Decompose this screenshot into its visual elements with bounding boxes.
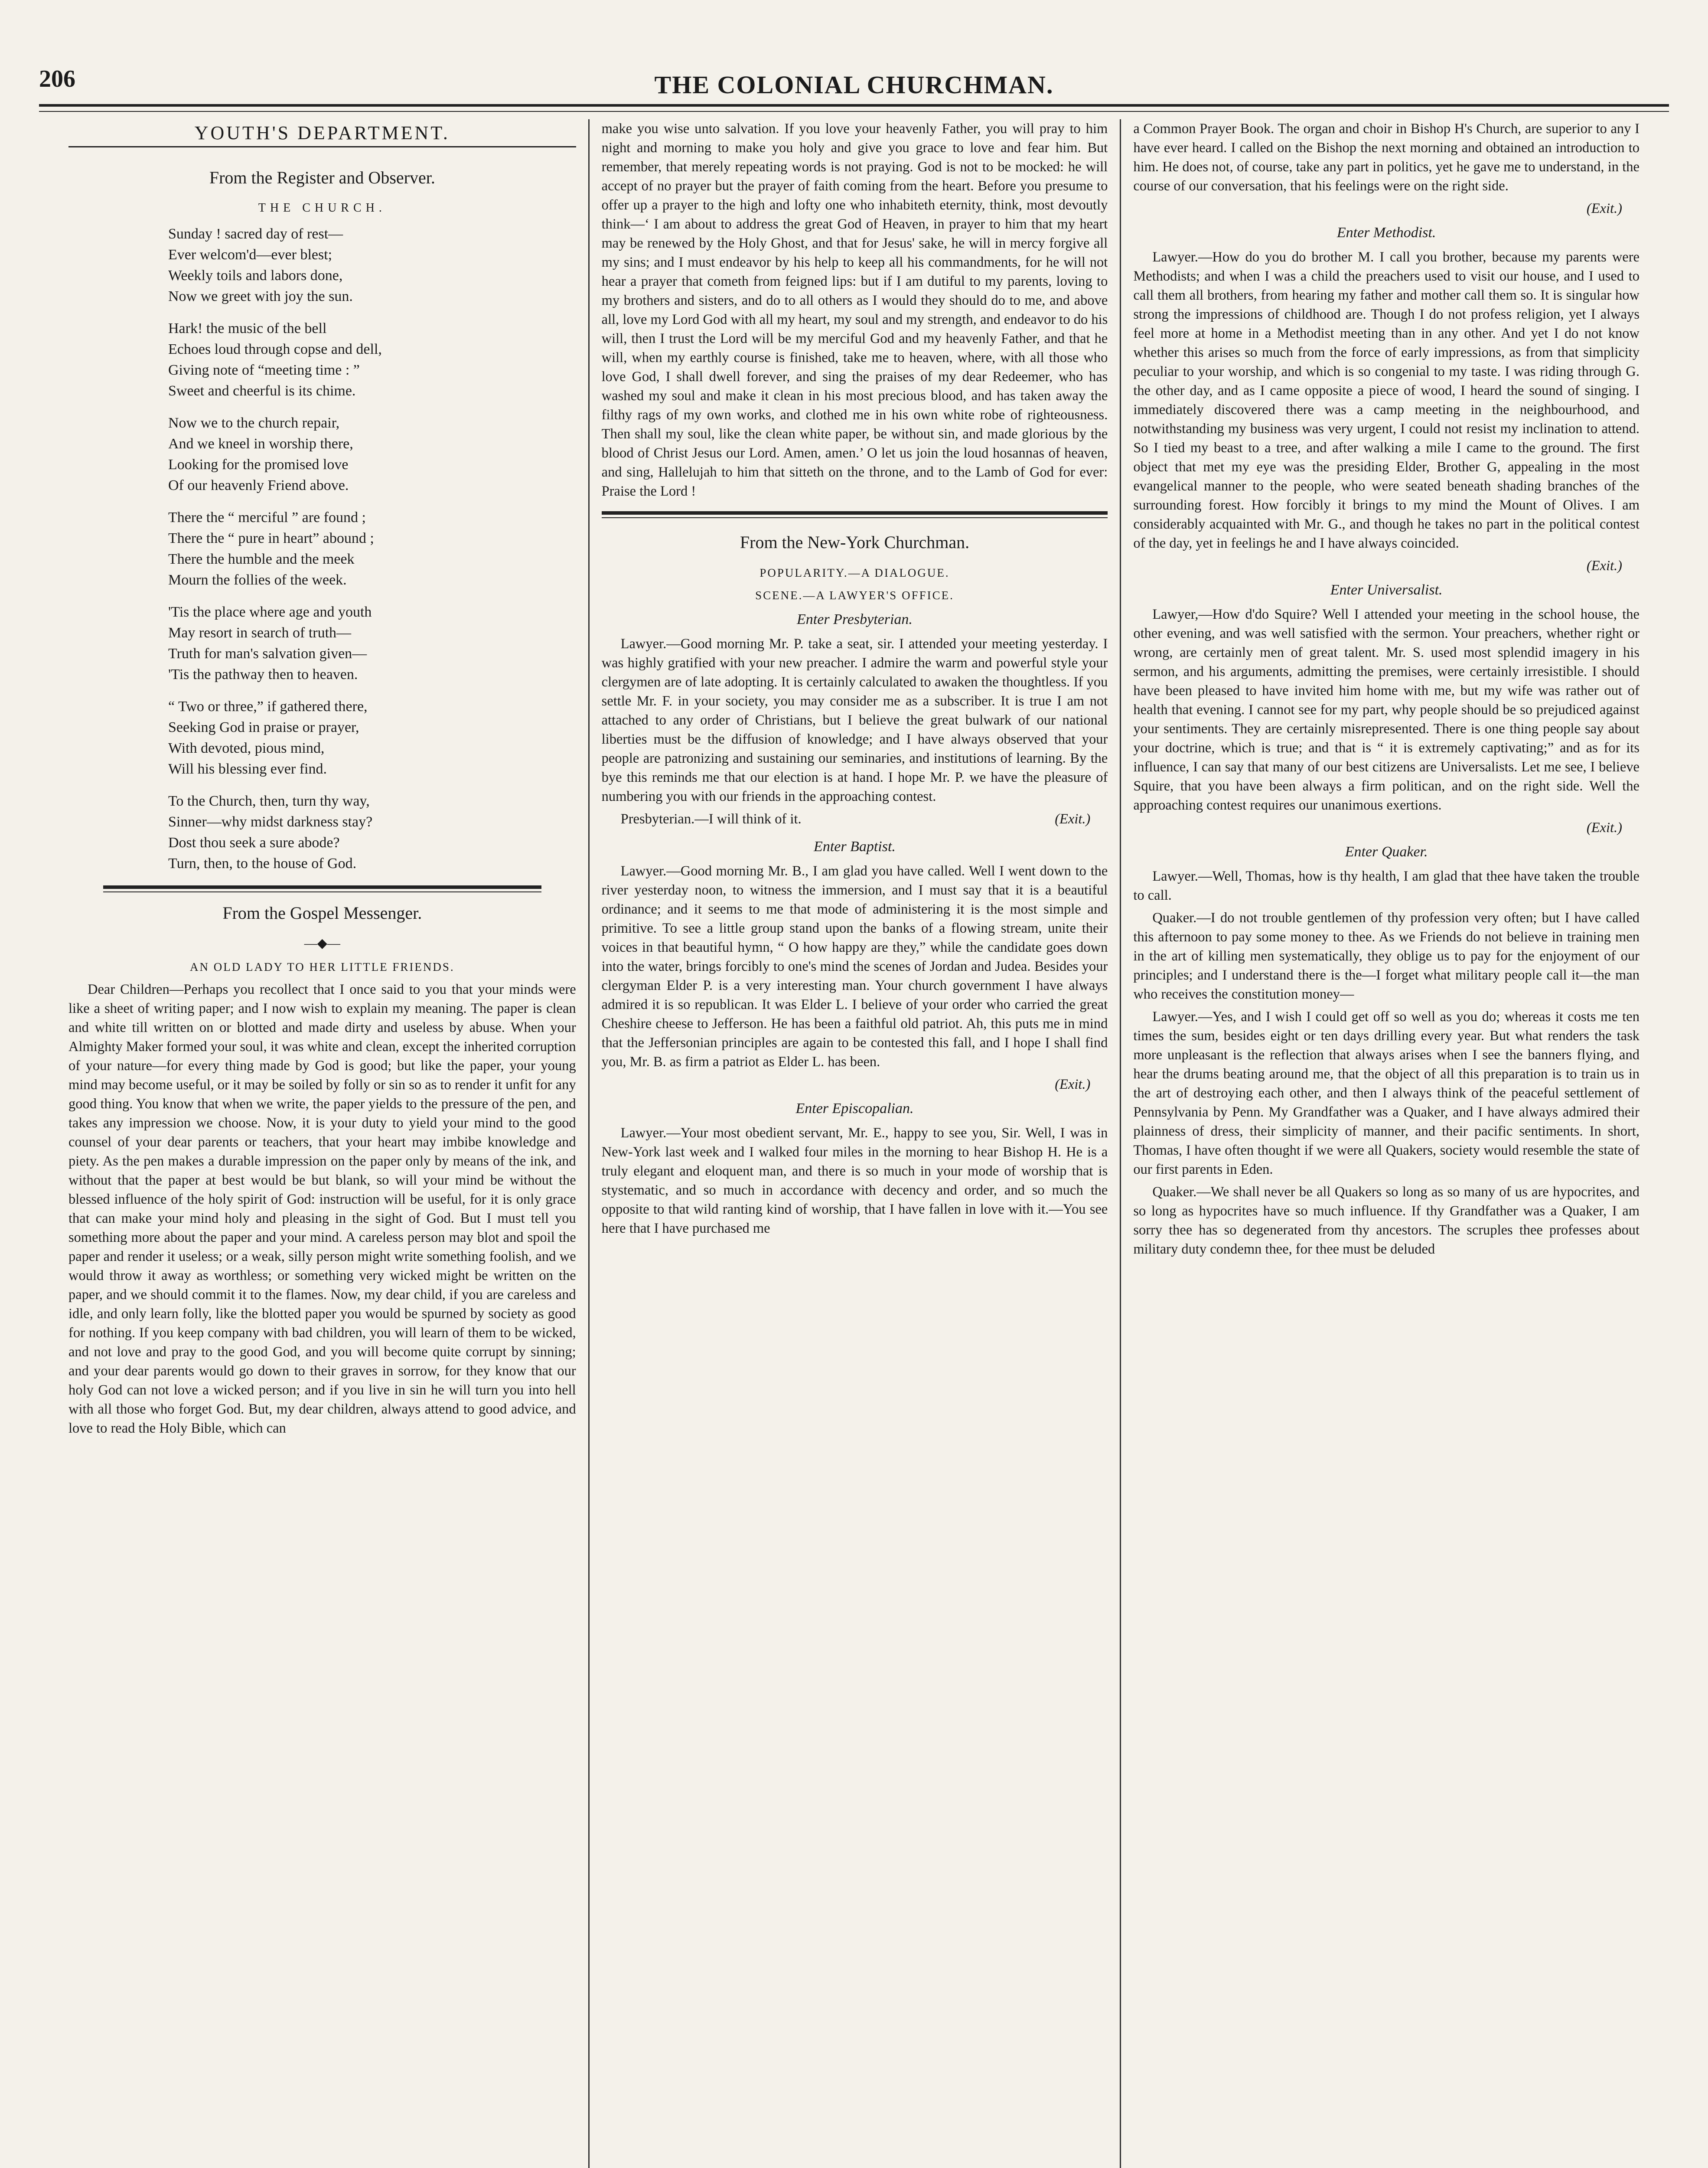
column-2: [588, 119, 1120, 2168]
poem-line: May resort in search of truth—: [168, 625, 352, 641]
poem-line: Sweet and cheerful is its chime.: [168, 383, 356, 399]
poem-line: Sinner—why midst darkness stay?: [168, 814, 373, 830]
poem-line: Mourn the follies of the week.: [168, 572, 347, 588]
exit-direction: (Exit.): [1586, 820, 1622, 836]
section-heading: YOUTH'S DEPARTMENT.: [68, 124, 576, 147]
dialogue-paragraph: [602, 810, 1108, 829]
poem-stanza: [168, 413, 576, 496]
poem: [168, 224, 576, 874]
page-number: 206: [39, 65, 75, 92]
poem-line: Weekly toils and labors done,: [168, 268, 343, 284]
stage-direction: Enter Universalist.: [1330, 582, 1443, 598]
dialogue-title: POPULARITY.—A DIALOGUE.: [759, 566, 950, 579]
stage-direction: Enter Baptist.: [814, 839, 896, 855]
poem-line: There the humble and the meek: [168, 551, 355, 567]
poem-line: Of our heavenly Friend above.: [168, 477, 349, 493]
exit-direction: (Exit.): [1586, 558, 1622, 574]
poem-line: To the Church, then, turn thy way,: [168, 793, 370, 809]
poem-line: 'Tis the place where age and youth: [168, 604, 372, 620]
dialogue-paragraph: Lawyer.—Yes, and I wish I could get off so well as you do; whereas it costs me ten times the sum, besides eight or ten days drilling every year. But what renders the task more unpleasant is the reflection that always arises when I see the banners flying, and hear the drums beating around me, that the object of all this preparation is to train us in the art of destroying each other, and then I always think of the peaceful settlement of Pennsylvania by Penn. My Grandfather was a Quaker, and I have always admired their plainness of dress, their simplicity of manner, and their pacific sentiments. In short, Thomas, I have often thought if we were all Quakers, society would resemble the state of our first parents in Eden.: [1133, 1009, 1640, 1177]
poem-line: Now we to the church repair,: [168, 415, 340, 431]
poem-line: There the “ pure in heart” abound ;: [168, 530, 374, 546]
poem-line: 'Tis the pathway then to heaven.: [168, 666, 358, 682]
article-title: AN OLD LADY TO HER LITTLE FRIENDS.: [189, 960, 455, 973]
column-3: [1120, 119, 1652, 2168]
dialogue-paragraph: Lawyer.—Well, Thomas, how is thy health, I am glad that thee have taken the trouble to call.: [1133, 869, 1640, 903]
poem-line: Sunday ! sacred day of rest—: [168, 226, 343, 242]
stage-direction: Enter Quaker.: [1345, 844, 1428, 860]
source-line: From the Gospel Messenger.: [222, 903, 422, 923]
exit-direction: (Exit.): [1055, 811, 1091, 827]
poem-line: And we kneel in worship there,: [168, 436, 353, 452]
poem-line: Turn, then, to the house of God.: [168, 855, 357, 872]
dialogue-paragraph: Lawyer.—Your most obedient servant, Mr. E., happy to see you, Sir. Well, I was in New-York last week and I walked four miles in the morning to hear Bishop H. He is a truly elegant and eloquent man, and there is so much in your mode of worship that is stystematic, and so much in accordance with decency and order, and so much the opposite to that wild ranting kind of worship, that I have fallen in love with it.—You see here that I have purchased me: [601, 1125, 1108, 1236]
poem-title: THE CHURCH.: [258, 201, 386, 215]
poem-line: Now we greet with joy the sun.: [168, 288, 353, 304]
running-title: THE COLONIAL CHURCHMAN.: [654, 70, 1054, 99]
source-line: From the New-York Churchman.: [740, 532, 970, 552]
poem-line: Dost thou seek a sure abode?: [168, 835, 340, 851]
poem-stanza: [168, 602, 576, 685]
dialogue-paragraph: Lawyer.—How do you do brother M. I call you brother, because my parents were Methodists; and when I was a child the preachers used to visit our house, and I used to call them all brothers, from hearing my father and mother call them so. It is singular how strong the impressions of childhood are. Though I do not profess religion, yet I always feel more at home in a Methodist meeting than in any other. And yet I do not know whether this arises so much from the force of early impressions, as from that simplicity peculiar to your worship, and which is so congenial to my taste. I was riding through G. the other day, and as I came opposite a piece of wood, I heard the sound of singing. I immediately discovered there was a camp meeting in the neighbourhood, and notwithstanding my business was very urgent, I could not resist my inclination to attend. So I tied my beast to a tree, and after walking a mile I came to the ground. The first object that met my eye was the presiding Elder, Brother G, appealing in the most evangelical manner to the people, who were seated beneath shading branches of the surrounding forest. How forcibly it brings to my mind the Mount of Olives. I am considerably acquainted with Mr. G., and though he takes no part in the political contest of the day, yet in feelings he and I have always coincided.: [1133, 249, 1640, 551]
poem-line: Ever welcom'd—ever blest;: [168, 247, 332, 263]
dialogue-reply: Presbyterian.—I will think of it.: [620, 811, 802, 827]
dialogue-paragraph: Quaker.—We shall never be all Quakers so long as so many of us are hypocrites, and so long as hypocrites have so much influence. If thy Grandfather was a Quaker, I am sorry thee has so degenerated from thy ancestors. The scruples thee professes about military duty condemn thee, for thee must be deluded: [1133, 1184, 1640, 1257]
poem-line: Will his blessing ever find.: [168, 761, 327, 777]
poem-line: There the “ merciful ” are found ;: [168, 509, 366, 526]
ornament-divider: —◆—: [304, 936, 340, 950]
stage-direction: Enter Episcopalian.: [795, 1100, 914, 1117]
divider-rule: [602, 511, 1108, 518]
column-1: [56, 119, 588, 2168]
divider-rule: [103, 885, 541, 892]
poem-stanza: [168, 224, 576, 307]
poem-line: Truth for man's salvation given—: [168, 646, 367, 662]
poem-stanza: [168, 507, 576, 591]
header-rule: [39, 104, 1669, 112]
dialogue-paragraph: Quaker.—I do not trouble gentlemen of thy profession very often; but I have called this afternoon to pay some money to thee. As we Friends do not believe in training men in the art of killing men systematically, they oblige us to pay for the enjoyment of our principles; and I understand there is the—I forget what military people call it—the man who receives the constitution money—: [1133, 910, 1640, 1002]
page-header: [39, 65, 1669, 104]
article-paragraph: Dear Children—Perhaps you recollect that I once said to you that your minds were like a sheet of writing paper; and I now wish to explain my meaning. The paper is clean and white till written on or blotted and made dirty and useless by abuse. When your Almighty Maker formed your soul, it was white and clean, except the inherited corruption of your nature—for every thing made by God is good; but like the paper, your young mind may become useful, or it may be soiled by folly or sin so as to render it unfit for any good thing. You know that when we write, the paper yields to the pressure of the pen, and takes any impression we choose. Now, it is your duty to yield your mind to the good counsel of your dear parents or teachers, that your heart may imbibe knowledge and piety. As the pen makes a durable impression on the paper only by means of the ink, and without that the paper at best would be but blank, so will your mind be without the blessed influence of the holy spirit of God: instruction will be useful, for it is only grace that can make your mind holy and pleasing in the sight of God. But I must tell you something more about the paper and your mind. A careless person may blot and spoil the paper and render it useless; or a weak, silly person might write something foolish, and we would throw it away as worthless; or something very wicked might be written on the paper, and we should commit it to the flames. Now, my dear child, if you are careless and idle, and only learn folly, like the blotted paper you would be spurned by society as good for nothing. If you keep company with bad children, you will learn of them to be wicked, and not love and pray to the good God, and you will become quite corrupt by sinning; and your dear parents would go down to their graves in sorrow, for they know that our holy God can not love a wicked person; and if you live in sin he will turn you into hell with all those who forget God. But, my dear children, always attend to good advice, and love to read the Holy Bible, which can: [68, 982, 576, 1436]
stage-direction: Enter Presbyterian.: [797, 611, 913, 627]
stage-direction: Enter Methodist.: [1336, 225, 1436, 241]
source-line: From the Register and Observer.: [209, 168, 435, 187]
poem-line: Giving note of “meeting time : ”: [168, 362, 360, 378]
poem-line: With devoted, pious mind,: [168, 740, 325, 756]
dialogue-paragraph: Lawyer.—Good morning Mr. P. take a seat, sir. I attended your meeting yesterday. I was highly gratified with your new preacher. I admire the warm and powerful style your clergymen are of late adopting. It is certainly calculated to awaken the thoughtless. If you settle Mr. F. in your society, you may consider me as a subscriber. It is true I am not attached to any order of Christians, but I believe the great bulwark of our national liberties must be the diffusion of knowledge; and I have always observed that your people are patronizing and sustaining our seminaries, and institutions of learning. By the bye this reminds me that our election is at hand. I hope Mr. P. we have the pleasure of numbering you with our friends in the approaching contest.: [601, 636, 1108, 804]
continued-paragraph: make you wise unto salvation. If you love your heavenly Father, you will pray to him night and morning to make you holy and give you grace to love and fear him. But remember, that merely repeating words is not praying. God is not to be mocked: he will accept of no prayer but the prayer of faith coming from the heart. Before you presume to offer up a prayer to the high and lofty one who inhabiteth eternity, think, most devoutly think—‘ I am about to address the great God of Heaven, in prayer to him that my heart may be renewed by the Holy Ghost, and that for Jesus' sake, he will in mercy forgive all my sins; and I must endeavor by his help to keep all his commandments, for he will not hear a prayer that cometh from feigned lips: but if I am dutiful to my parents, loving to my brothers and sisters, and do to all others as I would they should do to me, and above all, love my Lord God with all my heart, my soul and my strength, and endeavor to do his will, then I trust the Lord will be my merciful God and my heavenly Father, and that he will, when my earthly course is finished, take me to heaven, where, with all those who love God, I shall dwell forever, and sing the praises of my dear Redeemer, who has washed my soul and make it clean in his most precious blood, and has taken away the filthy rags of my own works, and clothed me in his own white robe of righteousness. Then shall my soul, like the clean white paper, be without sin, and made glorious by the blood of Christ Jesus our Lord. Amen, amen.’ O let us join the loud hosannas of heaven, and sing, Hallelujah to him that sitteth on the throne, and to the Lamb of God for ever: Praise the Lord !: [601, 121, 1108, 499]
dialogue-paragraph: Lawyer,—How d'do Squire? Well I attended your meeting in the school house, the other evening, and was well satisfied with the sermon. Your preachers, whether right or wrong, are certainly men of great talent. Mr. S. used most splendid imagery in his sermon, and his arguments, admitting the premises, were certainly irresistible. I should have been pleased to have invited him home with me, but my wife was rather out of health that evening. I cannot see for my part, why people should be so prejudiced against your sentiments. They are certainly misrepresented. There is one thing people say about your doctrine, which is true; and that is “ it is extremely captivating;” and as for its influence, I can say that many of our best citizens are Universalists. Let me see, I believe Squire, that you have been always a firm politican, and on the right side. Well the approaching contest requires our unanimous exertions.: [1133, 607, 1640, 813]
poem-stanza: [168, 791, 576, 874]
poem-line: Echoes loud through copse and dell,: [168, 341, 382, 357]
scene-line: SCENE.—A LAWYER'S OFFICE.: [755, 589, 954, 602]
poem-stanza: [168, 318, 576, 402]
poem-line: Looking for the promised love: [168, 457, 349, 473]
poem-line: Hark! the music of the bell: [168, 320, 327, 336]
poem-stanza: [168, 696, 576, 780]
exit-direction: (Exit.): [1586, 201, 1622, 216]
continued-paragraph: a Common Prayer Book. The organ and choir in Bishop H's Church, are superior to any I have ever heard. I called on the Bishop the next morning and obtained an introduction to him. He does not, of course, take any part in politics, yet he gave me to understand, in the course of our conversation, that his feelings were on the right side.: [1133, 121, 1640, 194]
dialogue-paragraph: Lawyer.—Good morning Mr. B., I am glad you have called. Well I went down to the river yesterday noon, to witness the immersion, and I must say that it is a beautiful ordinance; and it seems to me that mode of administering it is the most simple and primitive. To see a little group stand upon the banks of a flowing stream, unite their voices in that beautiful hymn, “ O how happy are they,” while the candidate goes down into the water, brings forcibly to one's mind the scenes of Jordan and Judea. Besides your clergyman Elder P. is a very interesting man. Your church government I have always admired it is so republican. It was Elder L. I believe of your order who carried the great Cheshire cheese to Jefferson. He has been a faithful old patriot. Ah, this puts me in mind that the Jeffersonian principles are again to be contested this fall, and I hope I shall find you, Mr. B. as firm a patriot as Elder L. has been.: [601, 863, 1108, 1070]
exit-direction: (Exit.): [1055, 1077, 1091, 1092]
poem-line: “ Two or three,” if gathered there,: [168, 699, 368, 715]
columns: [56, 119, 1652, 2168]
poem-line: Seeking God in praise or prayer,: [168, 719, 359, 735]
